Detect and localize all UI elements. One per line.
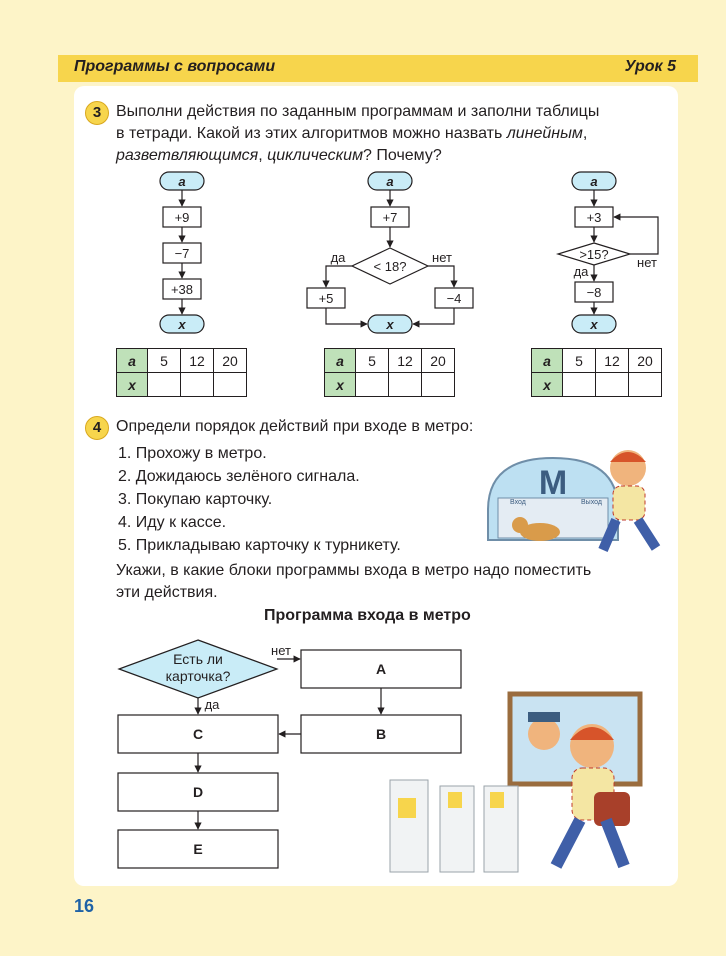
fc3-yes-label: да	[573, 264, 589, 279]
fc2-step-label: +7	[382, 210, 398, 225]
guard-head	[528, 718, 560, 750]
table-2	[324, 348, 455, 397]
table-2-cell: 5	[356, 349, 389, 373]
task-3-line-1: Выполни действия по заданным программам и заполни таблицы	[116, 103, 600, 120]
program-block-e-label: E	[193, 841, 203, 857]
fc3-start-label: a	[590, 174, 598, 189]
table-1-cell: 20	[214, 349, 247, 373]
task-4-intro: Определи порядок действий при входе в метро:	[116, 418, 474, 435]
guard-cap	[528, 712, 560, 722]
boy-hair	[610, 452, 646, 462]
fc1-step-1-label: +9	[174, 210, 190, 225]
program-no-label: нет	[271, 643, 291, 658]
fc2-no-step-label: −4	[446, 291, 462, 306]
table-2-a-header: a	[325, 349, 356, 373]
task-4-badge: 4	[85, 416, 109, 440]
turnstile-1	[390, 780, 428, 872]
turnstile-3-light	[490, 792, 504, 808]
fc3-step-label: +3	[586, 210, 602, 225]
program-yes-label: да	[204, 697, 220, 712]
task-3-line-2: в тетради. Какой из этих алгоритмов можно назвать линейным,	[116, 125, 588, 142]
boy-legs	[556, 820, 624, 866]
table-1-x-header: x	[117, 373, 148, 397]
table-1-empty-cell	[214, 373, 247, 397]
boy-sweater	[613, 486, 645, 520]
fc3-yes-step-label: −8	[586, 285, 602, 300]
turnstile-illustration	[384, 688, 676, 884]
table-1-cell: 5	[148, 349, 181, 373]
table-3-empty-cell	[629, 373, 662, 397]
table-3-empty-cell	[596, 373, 629, 397]
table-1-cell: 12	[181, 349, 214, 373]
lesson-label: Урок 5	[624, 58, 676, 75]
list-item: 3. Покупаю карточку.	[118, 491, 273, 508]
task-4-question	[116, 560, 676, 604]
boy-legs	[603, 520, 656, 550]
table-3-x-header: x	[532, 373, 563, 397]
table-1-a-header: a	[117, 349, 148, 373]
fc1-start-label: a	[178, 174, 186, 189]
list-item: 1. Прохожу в метро.	[118, 445, 267, 462]
fc2-no-label: нет	[432, 250, 452, 265]
table-3-a-header: a	[532, 349, 563, 373]
table-1-empty-cell	[148, 373, 181, 397]
task-4-question-line-1: Укажи, в какие блоки программы входа в метро надо поместить	[116, 562, 592, 579]
metro-entrance-illustration	[478, 440, 678, 555]
table-3-cell: 5	[563, 349, 596, 373]
table-3-cell: 12	[596, 349, 629, 373]
table-2-empty-cell	[422, 373, 455, 397]
table-1-empty-cell	[181, 373, 214, 397]
table-2-empty-cell	[356, 373, 389, 397]
table-3-empty-cell	[563, 373, 596, 397]
table-2-empty-cell	[389, 373, 422, 397]
fc2-end-label: x	[386, 317, 394, 332]
metro-sign-left: Вход	[510, 499, 526, 506]
section-title: Программы с вопросами	[74, 58, 276, 75]
turnstile-1-light	[398, 798, 416, 818]
fc2-condition-label: < 18?	[373, 259, 407, 274]
table-2-cell: 20	[422, 349, 455, 373]
program-condition-line-1: Есть ли	[173, 651, 223, 667]
list-item: 4. Иду к кассе.	[118, 514, 227, 531]
fc2-yes-step-label: +5	[318, 291, 334, 306]
fc1-step-3-label: +38	[170, 282, 194, 297]
task-4-question-line-2: эти действия.	[116, 584, 218, 601]
table-1	[116, 348, 247, 397]
fc3-no-label: нет	[637, 255, 657, 270]
table-3-cell: 20	[629, 349, 662, 373]
table-3	[531, 348, 662, 397]
fc3-condition-label: >15?	[579, 247, 609, 262]
program-title: Программа входа в метро	[264, 607, 471, 624]
page-number: 16	[74, 896, 95, 916]
fc1-end-label: x	[178, 317, 186, 332]
fc1-step-2-label: −7	[174, 246, 190, 261]
program-block-b-label: B	[375, 726, 387, 742]
metro-sign-right: Выход	[581, 499, 602, 506]
program-block-c-label: C	[192, 726, 204, 742]
list-item: 5. Прикладываю карточку к турникету.	[118, 537, 401, 554]
task-4-steps	[118, 442, 401, 557]
task-3-badge: 3	[85, 101, 109, 125]
table-2-cell: 12	[389, 349, 422, 373]
turnstile-2-light	[448, 792, 462, 808]
program-block-d-label: D	[192, 784, 204, 800]
metro-sign-letter: M	[538, 464, 568, 502]
list-item: 2. Дожидаюсь зелёного сигнала.	[118, 468, 360, 485]
task-3-line-3: разветвляющимся, циклическим? Почему?	[116, 147, 442, 164]
fc2-yes-label: да	[330, 250, 346, 265]
table-2-x-header: x	[325, 373, 356, 397]
fc3-end-label: x	[590, 317, 598, 332]
program-condition-line-2: карточка?	[165, 668, 231, 684]
fc2-start-label: a	[386, 174, 394, 189]
program-block-a-label: A	[375, 661, 387, 677]
dog-head	[512, 517, 528, 533]
